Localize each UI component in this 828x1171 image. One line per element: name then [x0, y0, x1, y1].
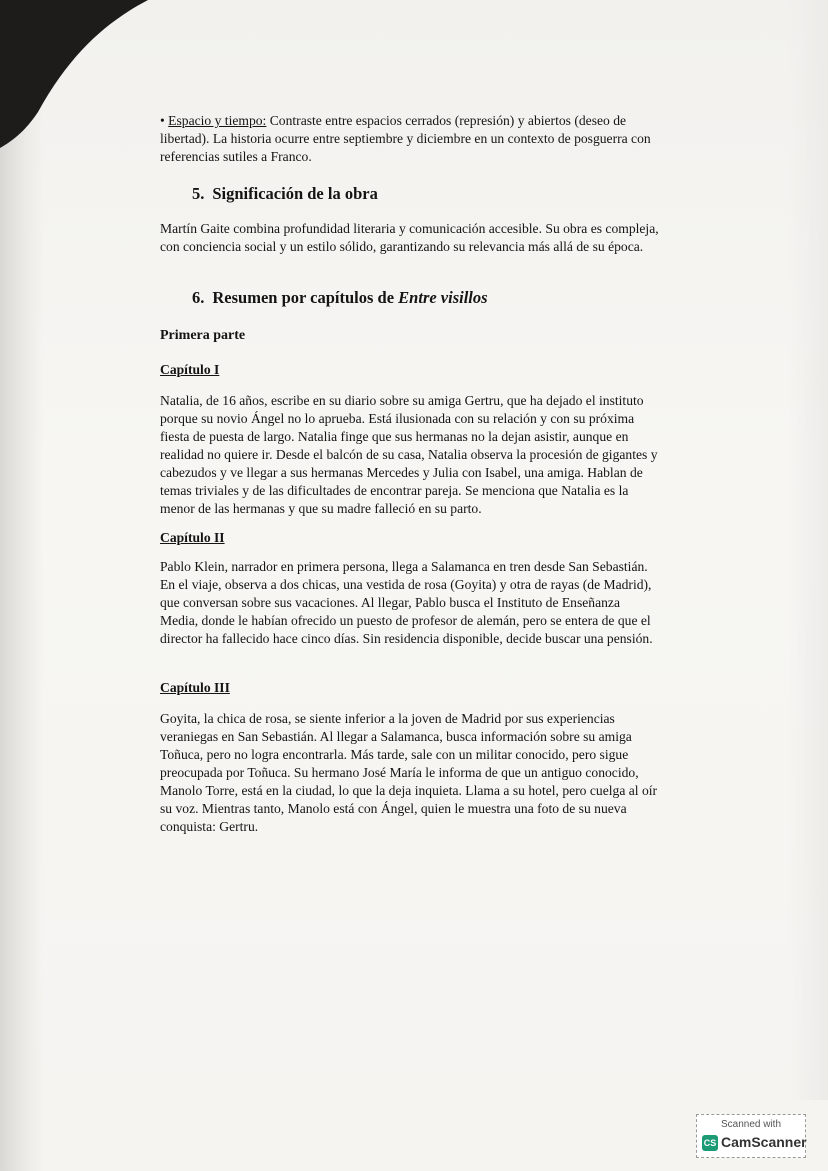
chapter-2-paragraph: Pablo Klein, narrador en primera persona, llega a Salamanca en tren desde San Sebastián. En el viaje, observa a dos chicas, una vestida de rosa (Goyita) y otra de rayas (de Madrid), que conversan sobre sus vacaciones. Al llegar, Pablo busca el Instituto de Enseñanza Media, donde le habían ofrecido un puesto de profesor de alemán, pero se entera de que el director ha fallecido hace cinco días. Sin residencia disponible, decide buscar una pensión. [160, 559, 653, 646]
scanned-with-text: Scanned with [720, 1119, 782, 1130]
chapter-2-heading [160, 530, 660, 546]
section-6-heading [160, 288, 660, 308]
page-right-edge [788, 0, 828, 1100]
chapter-1-paragraph: Natalia, de 16 años, escribe en su diario sobre su amiga Gertru, que ha dejado el instituto porque su novio Ángel no lo aprueba. Está ilusionada con su relación y con su próxima fiesta de puesta de largo. Natalia finge que sus hermanas no la dejan asistir, aunque en realidad no quiere ir. Desde el balcón de su casa, Natalia observa la procesión de gigantes y cabezudos y ve llegar a sus hermanas Mercedes y Julia con Isabel, una amiga. Hablan de temas triviales y de las dificultades de encontrar pareja. Se menciona que Natalia es la menor de las hermanas y que su madre falleció en su parto. [160, 393, 658, 516]
section-5-body [160, 220, 660, 256]
section-6-title-prefix: Resumen por capítulos de [212, 288, 399, 307]
camscanner-logo-icon: CS [702, 1135, 718, 1151]
section-5-paragraph: Martín Gaite combina profundidad literaria y comunicación accesible. Su obra es compleja, con conciencia social y un estilo sólido, garantizando su relevancia más allá de su época. [160, 221, 659, 254]
chapter-1-title: Capítulo I [160, 362, 220, 377]
dark-corner-shadow [0, 0, 150, 150]
chapter-3-body [160, 710, 660, 836]
part-heading [160, 328, 660, 344]
page-left-shadow [0, 0, 44, 1171]
camscanner-brand-text: CamScanner [721, 1134, 807, 1150]
chapter-1-body [160, 392, 660, 518]
espacio-tiempo-label: Espacio y tiempo: [168, 113, 267, 128]
section-5-title: Significación de la obra [212, 184, 378, 203]
chapter-2-body [160, 558, 660, 648]
section-6-title-italic: Entre visillos [398, 288, 488, 307]
chapter-2-title: Capítulo II [160, 530, 225, 545]
chapter-1-heading [160, 362, 660, 378]
intro-bullet-paragraph [160, 112, 660, 166]
espacio-tiempo-text: Contraste entre espacios cerrados (represión) y abiertos (deseo de libertad). La historia ocurre entre septiembre y diciembre en un contexto de posguerra con referencias sutiles a Franco. [160, 113, 651, 164]
chapter-3-title: Capítulo III [160, 680, 230, 695]
section-5-heading [160, 184, 660, 204]
section-5-number: 5. [192, 184, 205, 203]
camscanner-watermark [696, 1114, 806, 1158]
part-title: Primera parte [160, 328, 246, 343]
bullet-marker: • [160, 113, 165, 128]
chapter-3-heading [160, 680, 660, 696]
section-6-number: 6. [192, 288, 205, 307]
chapter-3-paragraph: Goyita, la chica de rosa, se siente inferior a la joven de Madrid por sus experiencias veraniegas en San Sebastián. Al llegar a Salamanca, busca información sobre su amiga Toñuca, pero no logra encontrarla. Más tarde, sale con un militar conocido, pero sigue preocupada por Toñuca. Su hermano José María le informa de que un antiguo conocido, Manolo Torre, está en la ciudad, lo que la deja inquieta. Llama a su hotel, pero cuelga al oír su voz. Mientras tanto, Manolo está con Ángel, quien le muestra una foto de su nueva conquista: Gertru. [160, 711, 658, 834]
